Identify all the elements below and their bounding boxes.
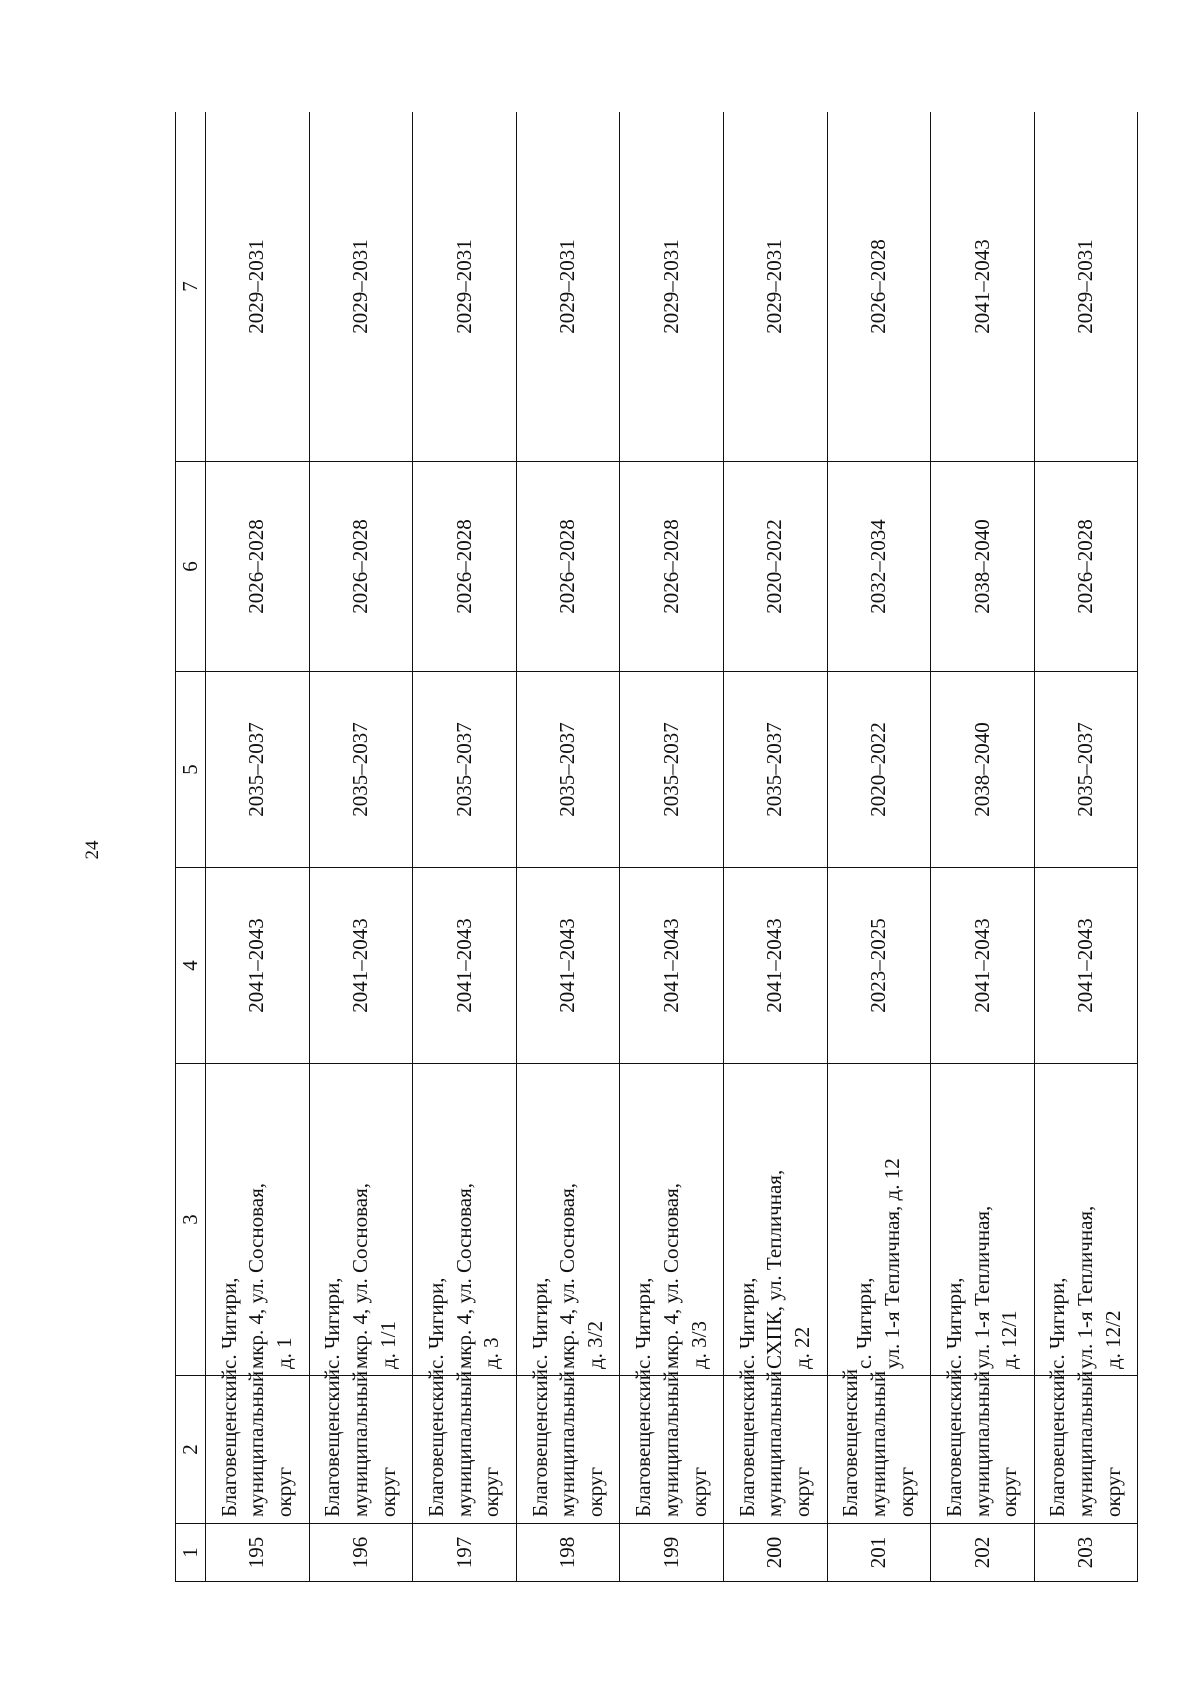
address-cell: [413, 1064, 517, 1376]
municipality-cell-line: Благовещенский: [423, 1368, 448, 1517]
address-cell: [309, 1064, 413, 1376]
row-number-cell: 196: [309, 1524, 413, 1582]
row-number-cell: 197: [413, 1524, 517, 1582]
municipality-cell-line: Благовещенский: [838, 1368, 863, 1517]
schedule-table: [175, 112, 1138, 1582]
period-cell-6: 2026–2028: [1034, 462, 1138, 672]
period-cell-5: 2035–2037: [413, 672, 517, 868]
address-cell-line: с. Чигири,: [320, 1277, 345, 1369]
row-number-cell: 200: [723, 1524, 827, 1582]
municipality-cell-line: Благовещенский: [1045, 1368, 1070, 1517]
period-cell-7: 2029–2031: [309, 112, 413, 462]
period-cell-6: 2026–2028: [620, 462, 724, 672]
address-cell-line: мкр. 4, ул. Сосновая,: [244, 1182, 269, 1369]
period-cell-4: 2041–2043: [620, 868, 724, 1064]
period-cell-5: 2035–2037: [620, 672, 724, 868]
municipality-cell-line: Благовещенский: [527, 1368, 552, 1517]
municipality-cell-line: округ: [582, 1466, 607, 1517]
address-cell: [827, 1064, 931, 1376]
municipality-cell: [931, 1368, 1035, 1524]
address-cell-line: д. 12/2: [1100, 1310, 1125, 1369]
header-cell-7: 7: [176, 112, 206, 462]
address-cell-line: д. 3/3: [686, 1320, 711, 1369]
period-cell-4: 2023–2025: [827, 868, 931, 1064]
municipality-cell-line: муниципальный: [762, 1370, 787, 1517]
period-cell-5: 2035–2037: [723, 672, 827, 868]
address-cell: [1034, 1064, 1138, 1376]
table-row: [1034, 112, 1138, 1582]
address-cell-line: с. Чигири,: [941, 1277, 966, 1369]
municipality-cell-line: округ: [375, 1466, 400, 1517]
address-cell-line: с. Чигири,: [1045, 1277, 1070, 1369]
period-cell-7: 2029–2031: [620, 112, 724, 462]
municipality-cell-line: муниципальный: [658, 1370, 683, 1517]
municipality-cell-line: округ: [893, 1466, 918, 1517]
table-row: [827, 112, 931, 1582]
row-number-cell: 199: [620, 1524, 724, 1582]
municipality-cell-line: муниципальный: [969, 1370, 994, 1517]
municipality-cell-line: Благовещенский: [320, 1368, 345, 1517]
row-number-cell: 202: [931, 1524, 1035, 1582]
period-cell-6: 2032–2034: [827, 462, 931, 672]
municipality-cell-line: Благовещенский: [941, 1368, 966, 1517]
period-cell-7: 2029–2031: [206, 112, 310, 462]
address-cell-line: мкр. 4, ул. Сосновая,: [348, 1182, 373, 1369]
header-cell-2: 2: [176, 1376, 206, 1524]
period-cell-6: 2026–2028: [309, 462, 413, 672]
table-row: [620, 112, 724, 1582]
address-cell-line: д. 22: [790, 1326, 815, 1369]
address-cell: [516, 1064, 620, 1376]
period-cell-4: 2041–2043: [413, 868, 517, 1064]
period-cell-4: 2041–2043: [1034, 868, 1138, 1064]
address-cell-line: с. Чигири,: [527, 1277, 552, 1369]
municipality-cell-line: муниципальный: [348, 1370, 373, 1517]
address-cell-line: ул. 1-я Тепличная,: [1073, 1205, 1098, 1369]
address-cell-line: мкр. 4, ул. Сосновая,: [555, 1182, 580, 1369]
period-cell-5: 2035–2037: [516, 672, 620, 868]
header-cell-4: 4: [176, 868, 206, 1064]
municipality-cell: [620, 1368, 724, 1524]
period-cell-6: 2026–2028: [516, 462, 620, 672]
address-cell-line: с. Чигири,: [631, 1277, 656, 1369]
period-cell-5: 2035–2037: [1034, 672, 1138, 868]
address-cell-line: с. Чигири,: [852, 1277, 877, 1369]
address-cell-line: мкр. 4, ул. Сосновая,: [658, 1182, 683, 1369]
municipality-cell: [206, 1368, 310, 1524]
period-cell-7: 2041–2043: [931, 112, 1035, 462]
municipality-cell: [827, 1368, 931, 1524]
period-cell-6: 2026–2028: [206, 462, 310, 672]
municipality-cell-line: Благовещенский: [216, 1368, 241, 1517]
municipality-cell-line: муниципальный: [244, 1370, 269, 1517]
table-row: [309, 112, 413, 1582]
municipality-cell-line: округ: [272, 1466, 297, 1517]
period-cell-4: 2041–2043: [206, 868, 310, 1064]
municipality-cell-line: муниципальный: [555, 1370, 580, 1517]
table-row: [206, 112, 310, 1582]
table-viewport: [175, 112, 1138, 1582]
municipality-cell-line: Благовещенский: [734, 1368, 759, 1517]
address-cell: [206, 1064, 310, 1376]
table-row: [931, 112, 1035, 1582]
table-header-row: [176, 112, 206, 1582]
header-cell-1: 1: [176, 1524, 206, 1582]
municipality-cell-line: округ: [479, 1466, 504, 1517]
period-cell-7: 2026–2028: [827, 112, 931, 462]
address-cell-line: мкр. 4, ул. Сосновая,: [451, 1182, 476, 1369]
period-cell-6: 2038–2040: [931, 462, 1035, 672]
address-cell-line: СХПК, ул. Тепличная,: [762, 1169, 787, 1369]
period-cell-4: 2041–2043: [516, 868, 620, 1064]
municipality-cell: [723, 1368, 827, 1524]
period-cell-4: 2041–2043: [931, 868, 1035, 1064]
period-cell-5: 2035–2037: [309, 672, 413, 868]
header-cell-5: 5: [176, 672, 206, 868]
period-cell-4: 2041–2043: [723, 868, 827, 1064]
municipality-cell-line: округ: [1100, 1466, 1125, 1517]
address-cell: [723, 1064, 827, 1376]
municipality-cell: [1034, 1368, 1138, 1524]
period-cell-7: 2029–2031: [723, 112, 827, 462]
table-row: [413, 112, 517, 1582]
row-number-cell: 198: [516, 1524, 620, 1582]
address-cell-line: д. 1/1: [375, 1320, 400, 1369]
page-number: 24: [82, 840, 103, 860]
municipality-cell: [516, 1368, 620, 1524]
row-number-cell: 195: [206, 1524, 310, 1582]
address-cell-line: с. Чигири,: [734, 1277, 759, 1369]
address-cell-line: ул. 1-я Тепличная,: [969, 1205, 994, 1369]
address-cell-line: д. 12/1: [997, 1310, 1022, 1369]
period-cell-7: 2029–2031: [516, 112, 620, 462]
municipality-cell-line: округ: [997, 1466, 1022, 1517]
period-cell-4: 2041–2043: [309, 868, 413, 1064]
period-cell-7: 2029–2031: [413, 112, 517, 462]
period-cell-6: 2020–2022: [723, 462, 827, 672]
municipality-cell-line: муниципальный: [451, 1370, 476, 1517]
address-cell: [931, 1064, 1035, 1376]
address-cell-line: д. 1: [272, 1337, 297, 1369]
municipality-cell-line: округ: [790, 1466, 815, 1517]
address-cell: [620, 1064, 724, 1376]
row-number-cell: 201: [827, 1524, 931, 1582]
address-cell-line: д. 3/2: [582, 1320, 607, 1369]
municipality-cell-line: муниципальный: [1073, 1370, 1098, 1517]
period-cell-5: 2020–2022: [827, 672, 931, 868]
table-row: [516, 112, 620, 1582]
municipality-cell: [309, 1368, 413, 1524]
municipality-cell-line: округ: [686, 1466, 711, 1517]
municipality-cell-line: Благовещенский: [631, 1368, 656, 1517]
address-cell-line: с. Чигири,: [216, 1277, 241, 1369]
address-cell-line: д. 3: [479, 1337, 504, 1369]
table-row: [723, 112, 827, 1582]
period-cell-6: 2026–2028: [413, 462, 517, 672]
period-cell-5: 2038–2040: [931, 672, 1035, 868]
address-cell-line: с. Чигири,: [423, 1277, 448, 1369]
header-cell-3: 3: [176, 1064, 206, 1376]
address-cell-line: ул. 1-я Тепличная, д. 12: [879, 1158, 904, 1369]
period-cell-7: 2029–2031: [1034, 112, 1138, 462]
header-cell-6: 6: [176, 462, 206, 672]
row-number-cell: 203: [1034, 1524, 1138, 1582]
municipality-cell: [413, 1368, 517, 1524]
period-cell-5: 2035–2037: [206, 672, 310, 868]
municipality-cell-line: муниципальный: [866, 1370, 890, 1517]
